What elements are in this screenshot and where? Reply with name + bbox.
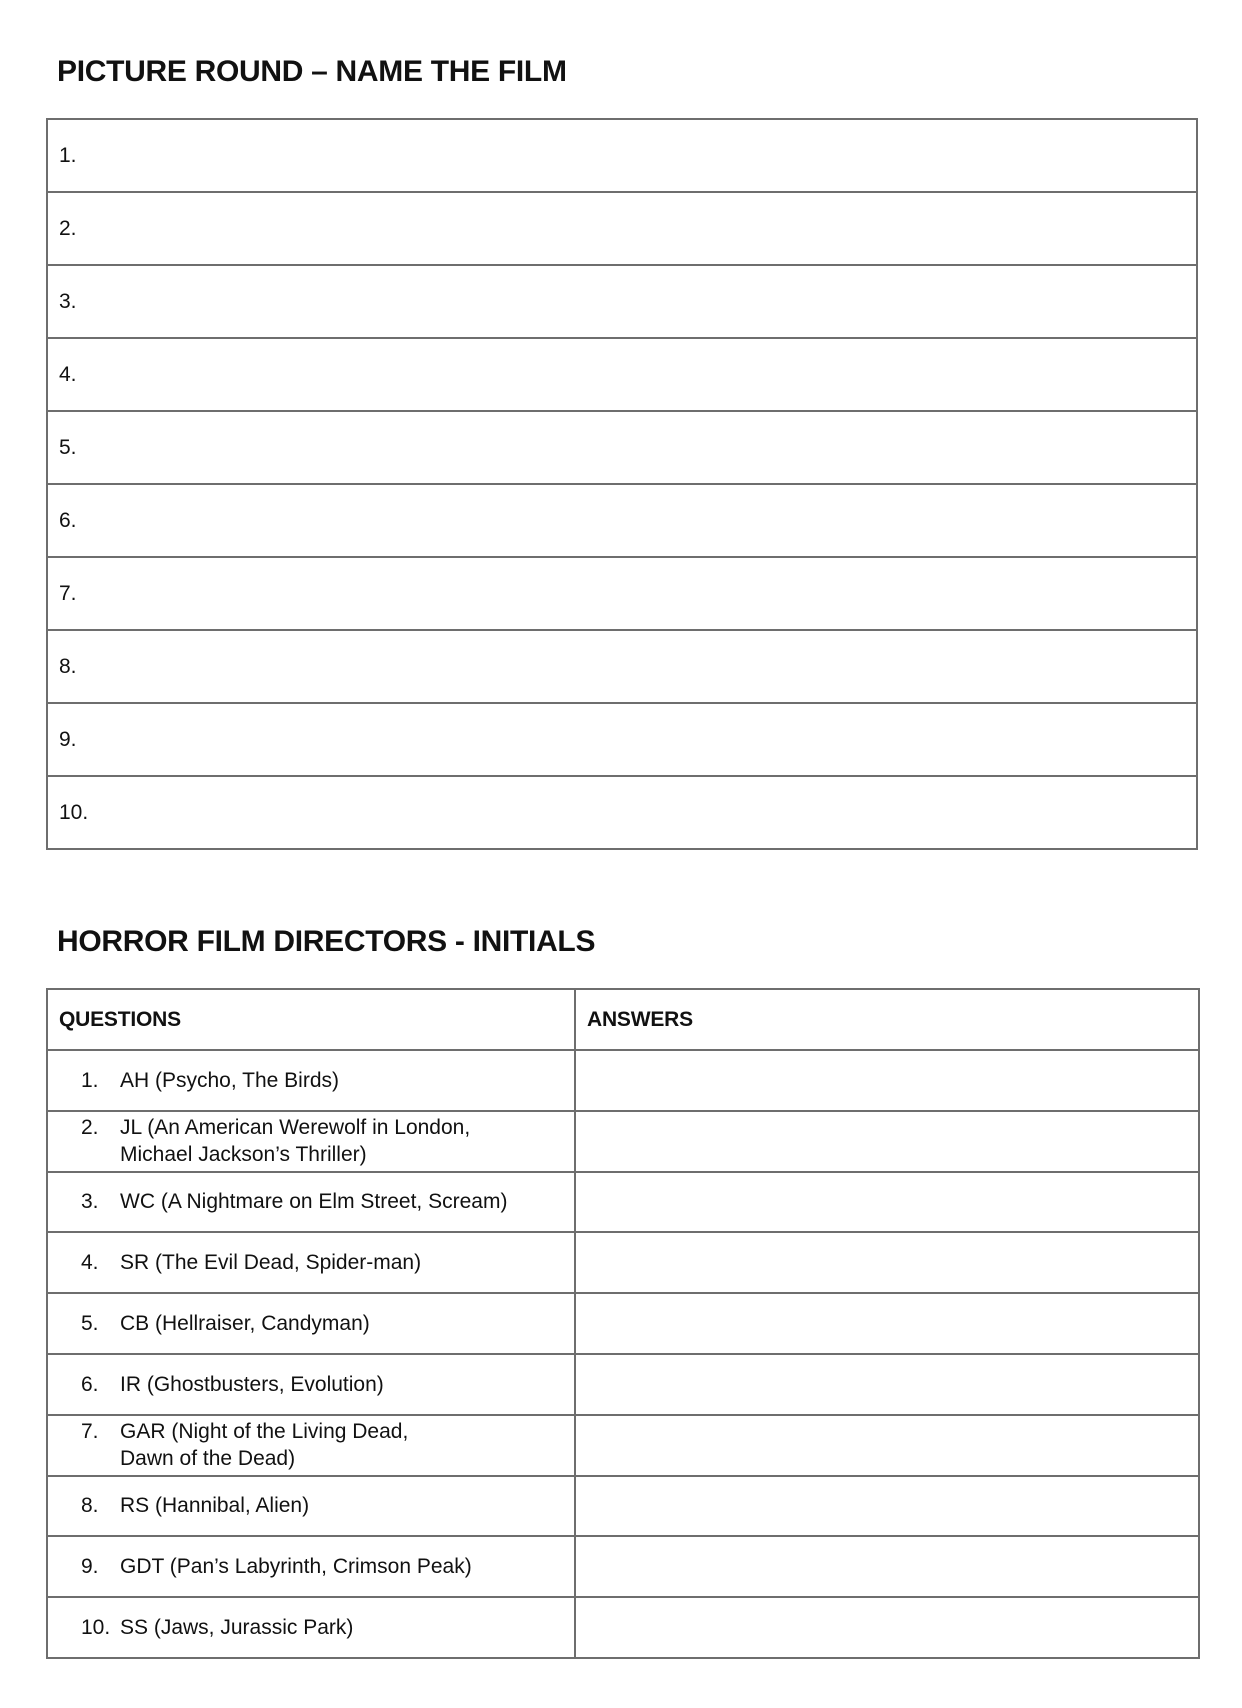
question-number: 7. — [81, 1420, 99, 1444]
question-content — [48, 1188, 574, 1215]
question-cell — [47, 1172, 575, 1233]
header-row — [47, 989, 1199, 1050]
question-line-2: Michael Jackson’s Thriller) — [120, 1143, 367, 1167]
picture-answer-row — [47, 484, 1197, 557]
question-cell — [47, 1232, 575, 1293]
answer-cell[interactable] — [575, 1476, 1199, 1537]
director-question-row — [47, 1536, 1199, 1597]
answer-cell[interactable] — [575, 1172, 1199, 1233]
question-content — [48, 1614, 574, 1641]
picture-answer-cell[interactable] — [47, 484, 1197, 557]
picture-answer-cell[interactable] — [47, 192, 1197, 265]
picture-answer-row — [47, 265, 1197, 338]
question-line-1: SS (Jaws, Jurassic Park) — [120, 1616, 354, 1640]
director-question-row — [47, 1476, 1199, 1537]
director-question-row — [47, 1172, 1199, 1233]
picture-answer-row — [47, 557, 1197, 630]
question-number: 9. — [81, 1555, 99, 1579]
director-question-row — [47, 1050, 1199, 1111]
question-text — [120, 1553, 574, 1580]
question-text — [120, 1067, 574, 1094]
row-number-label: 9. — [59, 727, 77, 751]
picture-answer-cell[interactable] — [47, 411, 1197, 484]
question-number: 2. — [81, 1116, 99, 1140]
questions-column-header: QUESTIONS — [47, 989, 575, 1050]
picture-answer-row — [47, 776, 1197, 849]
row-number-label: 6. — [59, 508, 77, 532]
picture-answer-cell[interactable] — [47, 119, 1197, 192]
question-cell — [47, 1536, 575, 1597]
question-text — [120, 1418, 574, 1472]
question-line-1: WC (A Nightmare on Elm Street, Scream) — [120, 1190, 508, 1214]
question-line-1: GAR (Night of the Living Dead, — [120, 1420, 409, 1444]
picture-answer-row — [47, 119, 1197, 192]
question-number: 10. — [81, 1616, 111, 1640]
question-cell — [47, 1597, 575, 1658]
question-number: 5. — [81, 1312, 99, 1336]
row-number-label: 2. — [59, 216, 77, 240]
question-content — [48, 1114, 574, 1168]
row-number-label: 5. — [59, 435, 77, 459]
answer-cell[interactable] — [575, 1597, 1199, 1658]
row-number-label: 1. — [59, 143, 77, 167]
question-text — [120, 1492, 574, 1519]
picture-answer-row — [47, 192, 1197, 265]
directors-round-title: HORROR FILM DIRECTORS - INITIALS — [57, 925, 596, 958]
picture-answer-row — [47, 630, 1197, 703]
picture-answer-cell[interactable] — [47, 703, 1197, 776]
question-cell — [47, 1354, 575, 1415]
picture-answer-cell[interactable] — [47, 776, 1197, 849]
question-text — [120, 1614, 574, 1641]
question-text — [120, 1310, 574, 1337]
question-line-1: JL (An American Werewolf in London, — [120, 1116, 471, 1140]
question-content — [48, 1067, 574, 1094]
row-number-label: 3. — [59, 289, 77, 313]
question-cell — [47, 1293, 575, 1354]
question-line-2: Dawn of the Dead) — [120, 1447, 296, 1471]
directors-round-table — [46, 988, 1200, 1659]
question-content — [48, 1249, 574, 1276]
director-question-row — [47, 1111, 1199, 1172]
answer-cell[interactable] — [575, 1232, 1199, 1293]
answer-cell[interactable] — [575, 1415, 1199, 1476]
question-cell — [47, 1415, 575, 1476]
row-number-label: 4. — [59, 362, 77, 386]
picture-round-table — [46, 118, 1198, 850]
question-cell — [47, 1050, 575, 1111]
picture-round-title: PICTURE ROUND – NAME THE FILM — [57, 55, 567, 88]
question-number: 8. — [81, 1494, 99, 1518]
picture-answer-row — [47, 338, 1197, 411]
director-question-row — [47, 1293, 1199, 1354]
question-line-1: SR (The Evil Dead, Spider-man) — [120, 1251, 422, 1275]
question-content — [48, 1371, 574, 1398]
question-number: 4. — [81, 1251, 99, 1275]
picture-answer-row — [47, 703, 1197, 776]
picture-answer-cell[interactable] — [47, 265, 1197, 338]
question-line-1: GDT (Pan’s Labyrinth, Crimson Peak) — [120, 1555, 472, 1579]
question-content — [48, 1492, 574, 1519]
director-question-row — [47, 1415, 1199, 1476]
question-cell — [47, 1476, 575, 1537]
question-text — [120, 1188, 574, 1215]
row-number-label: 8. — [59, 654, 77, 678]
picture-answer-row — [47, 411, 1197, 484]
question-content — [48, 1310, 574, 1337]
picture-answer-cell[interactable] — [47, 630, 1197, 703]
director-question-row — [47, 1232, 1199, 1293]
picture-answer-cell[interactable] — [47, 557, 1197, 630]
question-line-1: RS (Hannibal, Alien) — [120, 1494, 310, 1518]
answer-cell[interactable] — [575, 1293, 1199, 1354]
question-number: 3. — [81, 1190, 99, 1214]
answer-cell[interactable] — [575, 1354, 1199, 1415]
question-number: 6. — [81, 1372, 99, 1396]
director-question-row — [47, 1354, 1199, 1415]
question-text — [120, 1371, 574, 1398]
question-content — [48, 1553, 574, 1580]
question-line-1: IR (Ghostbusters, Evolution) — [120, 1372, 384, 1396]
question-line-1: AH (Psycho, The Birds) — [120, 1068, 340, 1092]
answer-cell[interactable] — [575, 1111, 1199, 1172]
picture-answer-cell[interactable] — [47, 338, 1197, 411]
row-number-label: 7. — [59, 581, 77, 605]
question-line-1: CB (Hellraiser, Candyman) — [120, 1312, 370, 1336]
row-number-label: 10. — [59, 800, 89, 824]
question-cell — [47, 1111, 575, 1172]
answer-cell[interactable] — [575, 1536, 1199, 1597]
answer-cell[interactable] — [575, 1050, 1199, 1111]
director-question-row — [47, 1597, 1199, 1658]
question-content — [48, 1418, 574, 1472]
question-text — [120, 1114, 574, 1168]
question-text — [120, 1249, 574, 1276]
answers-column-header: ANSWERS — [575, 989, 1199, 1050]
question-number: 1. — [81, 1068, 99, 1092]
